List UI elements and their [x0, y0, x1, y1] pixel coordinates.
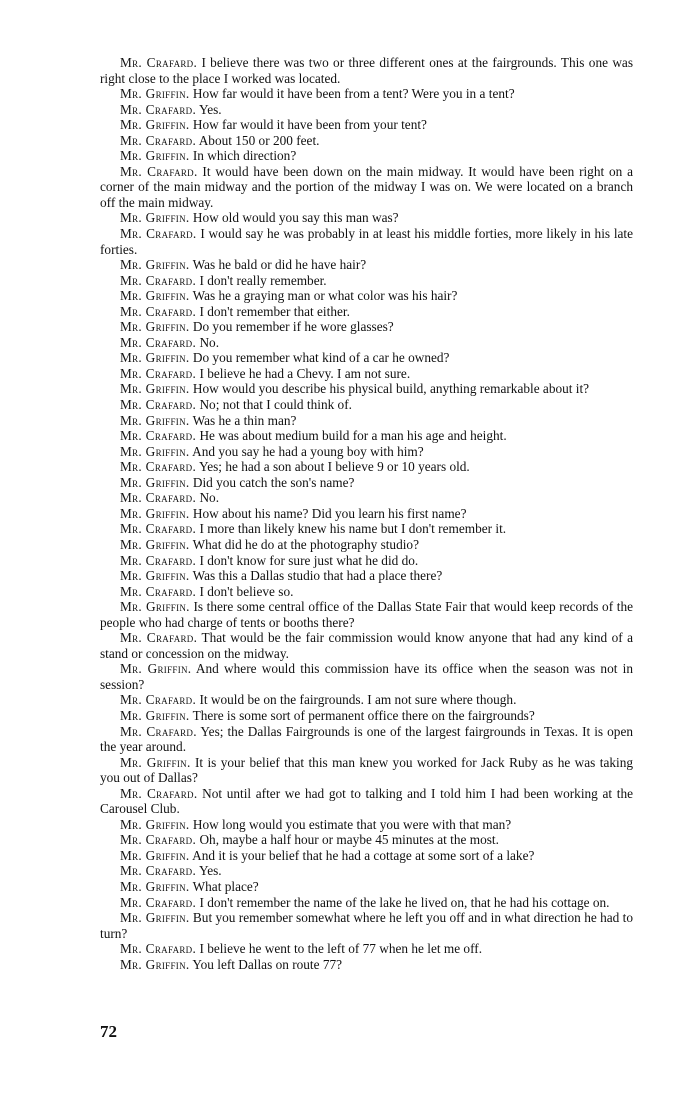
- testimony-paragraph: [100, 133, 633, 149]
- testimony-paragraph: [100, 288, 633, 304]
- speaker-name: Mr. Griffin.: [120, 443, 190, 459]
- speaker-name: Mr. Griffin.: [120, 381, 190, 397]
- testimony-paragraph: [100, 661, 633, 692]
- testimony-paragraph: [100, 413, 633, 429]
- speaker-name: Mr. Griffin.: [120, 257, 190, 273]
- testimony-paragraph: [100, 895, 633, 911]
- testimony-paragraph: [100, 957, 633, 973]
- testimony-text: Was he bald or did he have hair?: [192, 257, 367, 273]
- testimony-paragraph: [100, 164, 633, 211]
- testimony-text: Yes.: [198, 101, 222, 117]
- testimony-paragraph: [100, 257, 633, 273]
- speaker-name: Mr. Crafard.: [120, 226, 197, 242]
- testimony-text: Was he a thin man?: [192, 412, 297, 428]
- speaker-name: Mr. Griffin.: [120, 536, 190, 552]
- testimony-text: And where would this commission have its office when the season was not in session?: [100, 661, 633, 692]
- testimony-text: I more than likely knew his name but I don't remember it.: [199, 521, 507, 537]
- testimony-text: I don't know for sure just what he did do.: [199, 552, 419, 568]
- speaker-name: Mr. Griffin.: [120, 117, 190, 133]
- testimony-paragraph: [100, 755, 633, 786]
- testimony-text: Was this a Dallas studio that had a place there?: [192, 568, 443, 584]
- testimony-text: And you say he had a young boy with him?: [192, 443, 424, 459]
- testimony-paragraph: [100, 692, 633, 708]
- testimony-text: I don't really remember.: [199, 272, 327, 288]
- testimony-paragraph: [100, 428, 633, 444]
- speaker-name: Mr. Crafard.: [120, 397, 197, 413]
- speaker-name: Mr. Crafard.: [120, 272, 197, 288]
- speaker-name: Mr. Griffin.: [120, 86, 190, 102]
- testimony-text: No.: [199, 334, 220, 350]
- testimony-text: No.: [199, 490, 220, 506]
- testimony-paragraph: [100, 817, 633, 833]
- testimony-text: Did you catch the son's name?: [192, 474, 355, 490]
- testimony-text: How old would you say this man was?: [192, 210, 399, 226]
- testimony-text: I believe he went to the left of 77 when he let me off.: [199, 941, 483, 957]
- testimony-paragraph: [100, 553, 633, 569]
- speaker-name: Mr. Crafard.: [120, 428, 197, 444]
- testimony-paragraph: [100, 459, 633, 475]
- speaker-name: Mr. Crafard.: [120, 55, 198, 70]
- testimony-text: Is there some central office of the Dallas State Fair that would keep records of the people who had charge of tents or booths there?: [100, 599, 633, 630]
- testimony-text: I believe he had a Chevy. I am not sure.: [199, 365, 411, 381]
- testimony-text: How far would it have been from your tent?: [192, 117, 427, 133]
- testimony-paragraph: [100, 506, 633, 522]
- testimony-paragraph: [100, 584, 633, 600]
- speaker-name: Mr. Crafard.: [120, 941, 197, 957]
- testimony-paragraph: [100, 910, 633, 941]
- testimony-paragraph: [100, 848, 633, 864]
- transcript-body: [100, 55, 633, 972]
- speaker-name: Mr. Crafard.: [120, 723, 197, 739]
- testimony-paragraph: [100, 148, 633, 164]
- testimony-paragraph: [100, 366, 633, 382]
- testimony-text: It is your belief that this man knew you worked for Jack Ruby as he was taking you out of Dallas?: [100, 754, 633, 786]
- testimony-paragraph: [100, 863, 633, 879]
- testimony-text: What did he do at the photography studio?: [192, 536, 419, 552]
- testimony-text: About 150 or 200 feet.: [198, 132, 320, 148]
- testimony-text: How far would it have been from a tent? Were you in a tent?: [192, 86, 515, 102]
- testimony-text: There is some sort of permanent office there on the fairgrounds?: [192, 707, 535, 723]
- testimony-text: Oh, maybe a half hour or maybe 45 minutes at the most.: [199, 832, 499, 848]
- testimony-paragraph: [100, 490, 633, 506]
- speaker-name: Mr. Griffin.: [120, 847, 190, 863]
- testimony-paragraph: [100, 397, 633, 413]
- testimony-paragraph: [100, 226, 633, 257]
- testimony-text: It would be on the fairgrounds. I am not sure where though.: [199, 692, 517, 708]
- testimony-paragraph: [100, 879, 633, 895]
- speaker-name: Mr. Crafard.: [120, 552, 197, 568]
- testimony-text: How about his name? Did you learn his first name?: [192, 505, 467, 521]
- testimony-text: No; not that I could think of.: [199, 397, 352, 413]
- speaker-name: Mr. Crafard.: [120, 303, 197, 319]
- testimony-paragraph: [100, 117, 633, 133]
- testimony-paragraph: [100, 475, 633, 491]
- speaker-name: Mr. Crafard.: [120, 365, 197, 381]
- speaker-name: Mr. Crafard.: [120, 132, 197, 148]
- testimony-paragraph: [100, 599, 633, 630]
- testimony-paragraph: [100, 708, 633, 724]
- testimony-text: Not until after we had got to talking and I told him I had been working at the Carousel Club.: [100, 785, 633, 817]
- speaker-name: Mr. Griffin.: [120, 350, 190, 366]
- testimony-paragraph: [100, 55, 633, 86]
- speaker-name: Mr. Crafard.: [120, 334, 197, 350]
- speaker-name: Mr. Griffin.: [120, 910, 190, 926]
- testimony-text: But you remember somewhat where he left you off and in what direction he had to turn?: [100, 910, 634, 941]
- speaker-name: Mr. Crafard.: [120, 521, 197, 537]
- testimony-paragraph: [100, 86, 633, 102]
- testimony-paragraph: [100, 832, 633, 848]
- speaker-name: Mr. Griffin.: [120, 707, 190, 723]
- testimony-text: How would you describe his physical build, anything remarkable about it?: [192, 381, 590, 397]
- testimony-text: Yes.: [198, 863, 222, 879]
- testimony-text: And it is your belief that he had a cottage at some sort of a lake?: [192, 847, 535, 863]
- speaker-name: Mr. Crafard.: [120, 459, 197, 475]
- speaker-name: Mr. Griffin.: [120, 661, 192, 677]
- speaker-name: Mr. Griffin.: [120, 599, 190, 615]
- testimony-paragraph: [100, 335, 633, 351]
- testimony-text: I believe there was two or three different ones at the fairgrounds. This one was right close to the place I worked was located.: [100, 55, 633, 86]
- testimony-text: Yes; he had a son about I believe 9 or 10 years old.: [198, 459, 470, 475]
- testimony-paragraph: [100, 304, 633, 320]
- speaker-name: Mr. Griffin.: [120, 319, 190, 335]
- testimony-text: I don't remember that either.: [199, 303, 350, 319]
- speaker-name: Mr. Griffin.: [120, 568, 190, 584]
- testimony-text: It would have been down on the main midway. It would have been right on a corner of the main midway and the portion of the midway I was on. We were located on a branch off the main midway.: [100, 163, 633, 210]
- testimony-text: Yes; the Dallas Fairgrounds is one of the largest fairgrounds in Texas. It is open the year around.: [100, 723, 633, 755]
- speaker-name: Mr. Crafard.: [120, 692, 197, 708]
- testimony-paragraph: [100, 210, 633, 226]
- testimony-text: How long would you estimate that you were with that man?: [192, 816, 512, 832]
- speaker-name: Mr. Griffin.: [120, 210, 190, 226]
- speaker-name: Mr. Crafard.: [120, 894, 197, 910]
- speaker-name: Mr. Griffin.: [120, 754, 191, 770]
- speaker-name: Mr. Griffin.: [120, 288, 190, 304]
- testimony-paragraph: [100, 350, 633, 366]
- testimony-paragraph: [100, 381, 633, 397]
- testimony-paragraph: [100, 102, 633, 118]
- testimony-text: I don't remember the name of the lake he lived on, that he had his cottage on.: [199, 894, 610, 910]
- testimony-text: You left Dallas on route 77?: [192, 956, 343, 972]
- speaker-name: Mr. Crafard.: [120, 583, 197, 599]
- testimony-paragraph: [100, 941, 633, 957]
- testimony-paragraph: [100, 537, 633, 553]
- testimony-text: Was he a graying man or what color was his hair?: [192, 288, 458, 304]
- testimony-paragraph: [100, 630, 633, 661]
- testimony-text: Do you remember what kind of a car he owned?: [192, 350, 450, 366]
- speaker-name: Mr. Crafard.: [120, 490, 197, 506]
- testimony-paragraph: [100, 444, 633, 460]
- testimony-text: In which direction?: [192, 148, 297, 164]
- page-number: 72: [100, 1022, 117, 1041]
- speaker-name: Mr. Griffin.: [120, 878, 190, 894]
- speaker-name: Mr. Crafard.: [120, 832, 197, 848]
- testimony-text: What place?: [192, 878, 259, 894]
- speaker-name: Mr. Griffin.: [120, 956, 190, 972]
- testimony-paragraph: [100, 319, 633, 335]
- speaker-name: Mr. Crafard.: [120, 630, 198, 646]
- speaker-name: Mr. Griffin.: [120, 148, 190, 164]
- testimony-paragraph: [100, 273, 633, 289]
- speaker-name: Mr. Crafard.: [120, 785, 198, 801]
- testimony-paragraph: [100, 521, 633, 537]
- speaker-name: Mr. Griffin.: [120, 474, 190, 490]
- testimony-paragraph: [100, 724, 633, 755]
- speaker-name: Mr. Griffin.: [120, 505, 190, 521]
- speaker-name: Mr. Crafard.: [120, 101, 197, 117]
- speaker-name: Mr. Crafard.: [120, 863, 197, 879]
- testimony-text: That would be the fair commission would know anyone that had any kind of a stand or concession on the midway.: [100, 630, 633, 661]
- speaker-name: Mr. Crafard.: [120, 163, 198, 179]
- speaker-name: Mr. Griffin.: [120, 412, 190, 428]
- speaker-name: Mr. Griffin.: [120, 816, 190, 832]
- testimony-paragraph: [100, 786, 633, 817]
- testimony-text: Do you remember if he wore glasses?: [192, 319, 394, 335]
- testimony-text: He was about medium build for a man his age and height.: [199, 428, 507, 444]
- testimony-text: I would say he was probably in at least his middle forties, more likely in his late forties.: [100, 226, 634, 257]
- testimony-paragraph: [100, 568, 633, 584]
- testimony-text: I don't believe so.: [199, 583, 294, 599]
